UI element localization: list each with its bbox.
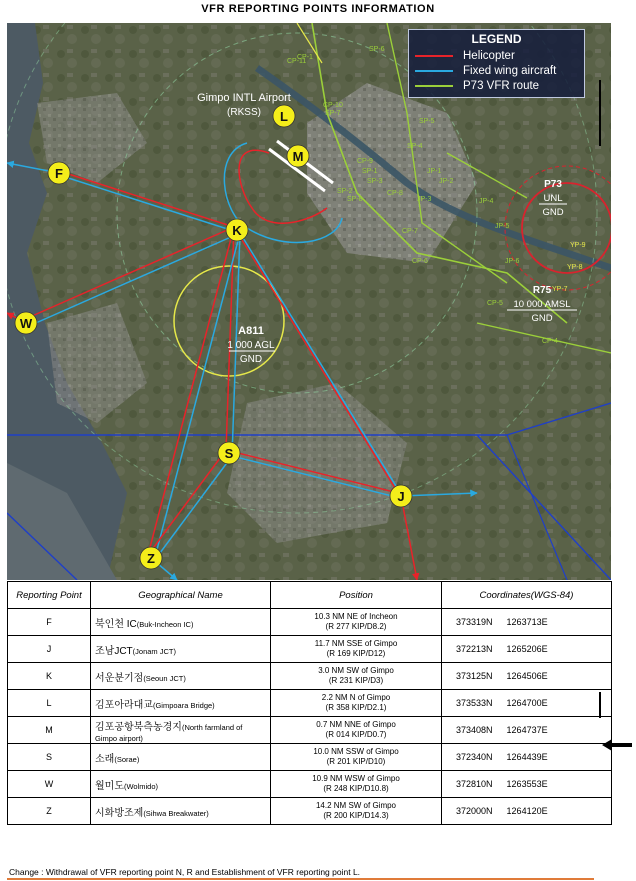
change-bar [599, 80, 601, 146]
reporting-point-cell: M [8, 717, 91, 744]
reporting-point-w [15, 312, 37, 334]
position-radial: (R 358 KIP/D2.1) [325, 703, 387, 712]
coordinates-cell [442, 744, 612, 771]
legend-label: Fixed wing aircraft [463, 64, 557, 77]
reporting-point-k [226, 219, 248, 241]
reporting-point-cell: W [8, 771, 91, 798]
r75-limit: 10 000 AMSL [513, 299, 571, 310]
reporting-point-label: L [280, 109, 288, 124]
p73-floor: GND [542, 207, 564, 218]
geo-name-sub: (North farmland of Gimpo airport) [95, 722, 243, 743]
waypoint-label: CP-10 [323, 102, 343, 109]
position-cell [271, 690, 442, 717]
geo-name: 시화방조제 [95, 807, 144, 819]
waypoint-label: JP-2 [439, 178, 454, 185]
legend-title: LEGEND [471, 32, 522, 46]
a811-floor: GND [239, 354, 263, 365]
latitude: 372000N [456, 806, 493, 816]
position-line: 11.7 NM SSE of Gimpo [314, 639, 398, 648]
geographical-name-cell [91, 771, 271, 798]
coordinates-cell [442, 771, 612, 798]
table-row [8, 663, 612, 690]
header-position: Position [271, 582, 442, 609]
a811-limit: 1 000 AGL [227, 340, 275, 351]
coordinates-cell [442, 636, 612, 663]
latitude: 373125N [456, 671, 493, 681]
vfr-map [7, 23, 611, 580]
position-radial: (R 277 KIP/D8.2) [325, 622, 387, 631]
reporting-point-cell: K [8, 663, 91, 690]
longitude: 1264120E [506, 806, 548, 816]
waypoint-label: YP-7 [552, 286, 568, 293]
reporting-point-l [273, 105, 295, 127]
waypoint-label: CP-7 [402, 228, 418, 235]
table-row [8, 771, 612, 798]
table-row [8, 690, 612, 717]
reporting-point-m [287, 145, 309, 167]
reporting-point-cell: F [8, 609, 91, 636]
position-radial: (R 201 KIP/D10) [326, 757, 386, 766]
longitude: 1264439E [506, 752, 548, 762]
position-cell [271, 771, 442, 798]
latitude: 373533N [456, 698, 493, 708]
position-cell [271, 744, 442, 771]
waypoint-label: JP-4 [479, 198, 494, 205]
geo-name: 월미도 [95, 780, 124, 792]
longitude: 1263553E [506, 779, 548, 789]
latitude: 372810N [456, 779, 493, 789]
reporting-points-table [7, 581, 612, 825]
position-cell [271, 609, 442, 636]
map-legend [408, 29, 585, 98]
header-coordinates: Coordinates(WGS-84) [442, 582, 612, 609]
airport-name-label: Gimpo INTL Airport [197, 92, 291, 104]
waypoint-label: SP-8 [347, 196, 363, 203]
table-row [8, 798, 612, 825]
longitude: 1264700E [506, 698, 548, 708]
coordinates-cell [442, 798, 612, 825]
reporting-point-label: K [232, 223, 242, 238]
reporting-point-label: S [224, 446, 234, 461]
longitude: 1264506E [506, 671, 548, 681]
reporting-point-cell: J [8, 636, 91, 663]
waypoint-label: CP-11 [287, 58, 307, 65]
waypoint-label: SP-2 [337, 188, 353, 195]
waypoint-label: SP-4 [407, 143, 423, 150]
p73-name: P73 [544, 179, 562, 190]
geo-name-sub: (Gimpoara Bridge) [152, 700, 215, 710]
geographical-name-cell [91, 798, 271, 825]
p73-limit: UNL [543, 193, 563, 204]
geographical-name-cell [91, 636, 271, 663]
geo-name-sub: (Jonam JCT) [132, 646, 176, 656]
geo-name: 서운분기점 [95, 672, 144, 684]
waypoint-label: JP-6 [505, 258, 520, 265]
waypoint-label: SP-5 [419, 118, 435, 125]
position-line: 10.9 NM WSW of Gimpo [312, 774, 400, 783]
geo-name: 소래 [95, 753, 115, 765]
airport-code-label: (RKSS) [227, 107, 261, 118]
fixed-wing-swatch [415, 70, 453, 72]
latitude: 372340N [456, 752, 493, 762]
geo-name-sub: (Seoun JCT) [143, 673, 186, 683]
geo-name-sub: (Sorae) [114, 754, 140, 764]
table-row [8, 609, 612, 636]
geographical-name-cell [91, 744, 271, 771]
reporting-point-f [48, 162, 70, 184]
geo-name-sub: (Buk-Incheon IC) [136, 619, 194, 629]
waypoint-label: YP-9 [570, 242, 586, 249]
geo-name: 조남JCT [95, 645, 133, 657]
position-radial: (R 200 KIP/D14.3) [323, 811, 389, 820]
reporting-point-cell: S [8, 744, 91, 771]
reporting-point-label: Z [147, 551, 155, 566]
geo-name: 김포아라대교 [95, 699, 153, 711]
position-radial: (R 169 KIP/D12) [326, 649, 386, 658]
note-rule [7, 878, 594, 880]
latitude: 372213N [456, 644, 493, 654]
change-note: Change : Withdrawal of VFR reporting point N, R and Establishment of VFR reporting point L. [9, 867, 361, 877]
table-header-row [8, 582, 612, 609]
reporting-point-j [390, 485, 412, 507]
position-line: 14.2 NM SW of Gimpo [315, 801, 397, 810]
latitude: 373319N [456, 617, 493, 627]
legend-item-fixed-wing [415, 63, 578, 78]
legend-item-p73-route [415, 78, 578, 93]
reporting-point-label: W [19, 316, 33, 331]
waypoint-label: SP-1 [362, 168, 378, 175]
waypoint-label: CP-8 [387, 190, 403, 197]
position-cell [271, 717, 442, 744]
table-row [8, 744, 612, 771]
geo-name-sub: (Wolmido) [123, 781, 159, 791]
position-radial: (R 231 KIP/D3) [328, 676, 384, 685]
reporting-point-cell: Z [8, 798, 91, 825]
geo-name: 북인천 IC [95, 618, 137, 630]
legend-item-helicopter [415, 48, 578, 63]
geographical-name-cell [91, 717, 271, 744]
position-line: 3.0 NM SW of Gimpo [318, 666, 394, 675]
geo-name: 김포공항북측농경지 [95, 721, 182, 733]
r75-floor: GND [531, 313, 553, 324]
position-cell [271, 798, 442, 825]
longitude: 1264737E [506, 725, 548, 735]
position-cell [271, 636, 442, 663]
legend-label: P73 VFR route [463, 79, 540, 92]
reporting-point-cell: L [8, 690, 91, 717]
position-line: 10.3 NM NE of Incheon [314, 612, 398, 621]
legend-label: Helicopter [463, 49, 515, 62]
coordinates-cell [442, 609, 612, 636]
waypoint-label: JP-1 [427, 168, 442, 175]
position-line: 10.0 NM SSW of Gimpo [313, 747, 399, 756]
a811-name: A811 [238, 325, 264, 337]
reporting-point-z [140, 547, 162, 569]
waypoint-label: JP-5 [495, 223, 510, 230]
helicopter-swatch [415, 55, 453, 57]
reporting-point-label: F [55, 166, 63, 181]
table-row [8, 636, 612, 663]
reporting-point-label: J [397, 489, 405, 504]
reporting-point-label: M [292, 149, 304, 164]
p73-route-swatch [415, 85, 453, 87]
waypoint-label: CP-4 [542, 338, 558, 345]
geographical-name-cell [91, 609, 271, 636]
position-radial: (R 248 KIP/D10.8) [323, 784, 389, 793]
header-geographical-name: Geographical Name [91, 582, 271, 609]
waypoint-label: SP-7 [325, 110, 341, 117]
coordinates-cell [442, 690, 612, 717]
waypoint-label: SP-6 [369, 46, 385, 53]
waypoint-label: YP-8 [567, 264, 583, 271]
latitude: 373408N [456, 725, 493, 735]
coordinates-cell [442, 663, 612, 690]
position-cell [271, 663, 442, 690]
position-line: 2.2 NM N of Gimpo [321, 693, 391, 702]
position-line: 0.7 NM NNE of Gimpo [316, 720, 396, 729]
table-row [8, 717, 612, 744]
page-title: VFR REPORTING POINTS INFORMATION [201, 3, 435, 15]
geo-name-sub: (Sihwa Breakwater) [143, 808, 209, 818]
reporting-point-s [218, 442, 240, 464]
header-reporting-point: Reporting Point [8, 582, 91, 609]
longitude: 1263713E [506, 617, 548, 627]
geographical-name-cell [91, 690, 271, 717]
waypoint-label: CP-5 [487, 300, 503, 307]
waypoint-label: CP-1 [297, 54, 313, 61]
waypoint-label: CP-9 [357, 158, 373, 165]
coordinates-cell [442, 717, 612, 744]
position-radial: (R 014 KIP/D0.7) [325, 730, 387, 739]
waypoint-label: CP-6 [412, 258, 428, 265]
waypoint-label: JP-3 [417, 196, 432, 203]
r75-name: R75 [532, 285, 552, 296]
longitude: 1265206E [506, 644, 548, 654]
geographical-name-cell [91, 663, 271, 690]
waypoint-label: SP-3 [367, 178, 383, 185]
